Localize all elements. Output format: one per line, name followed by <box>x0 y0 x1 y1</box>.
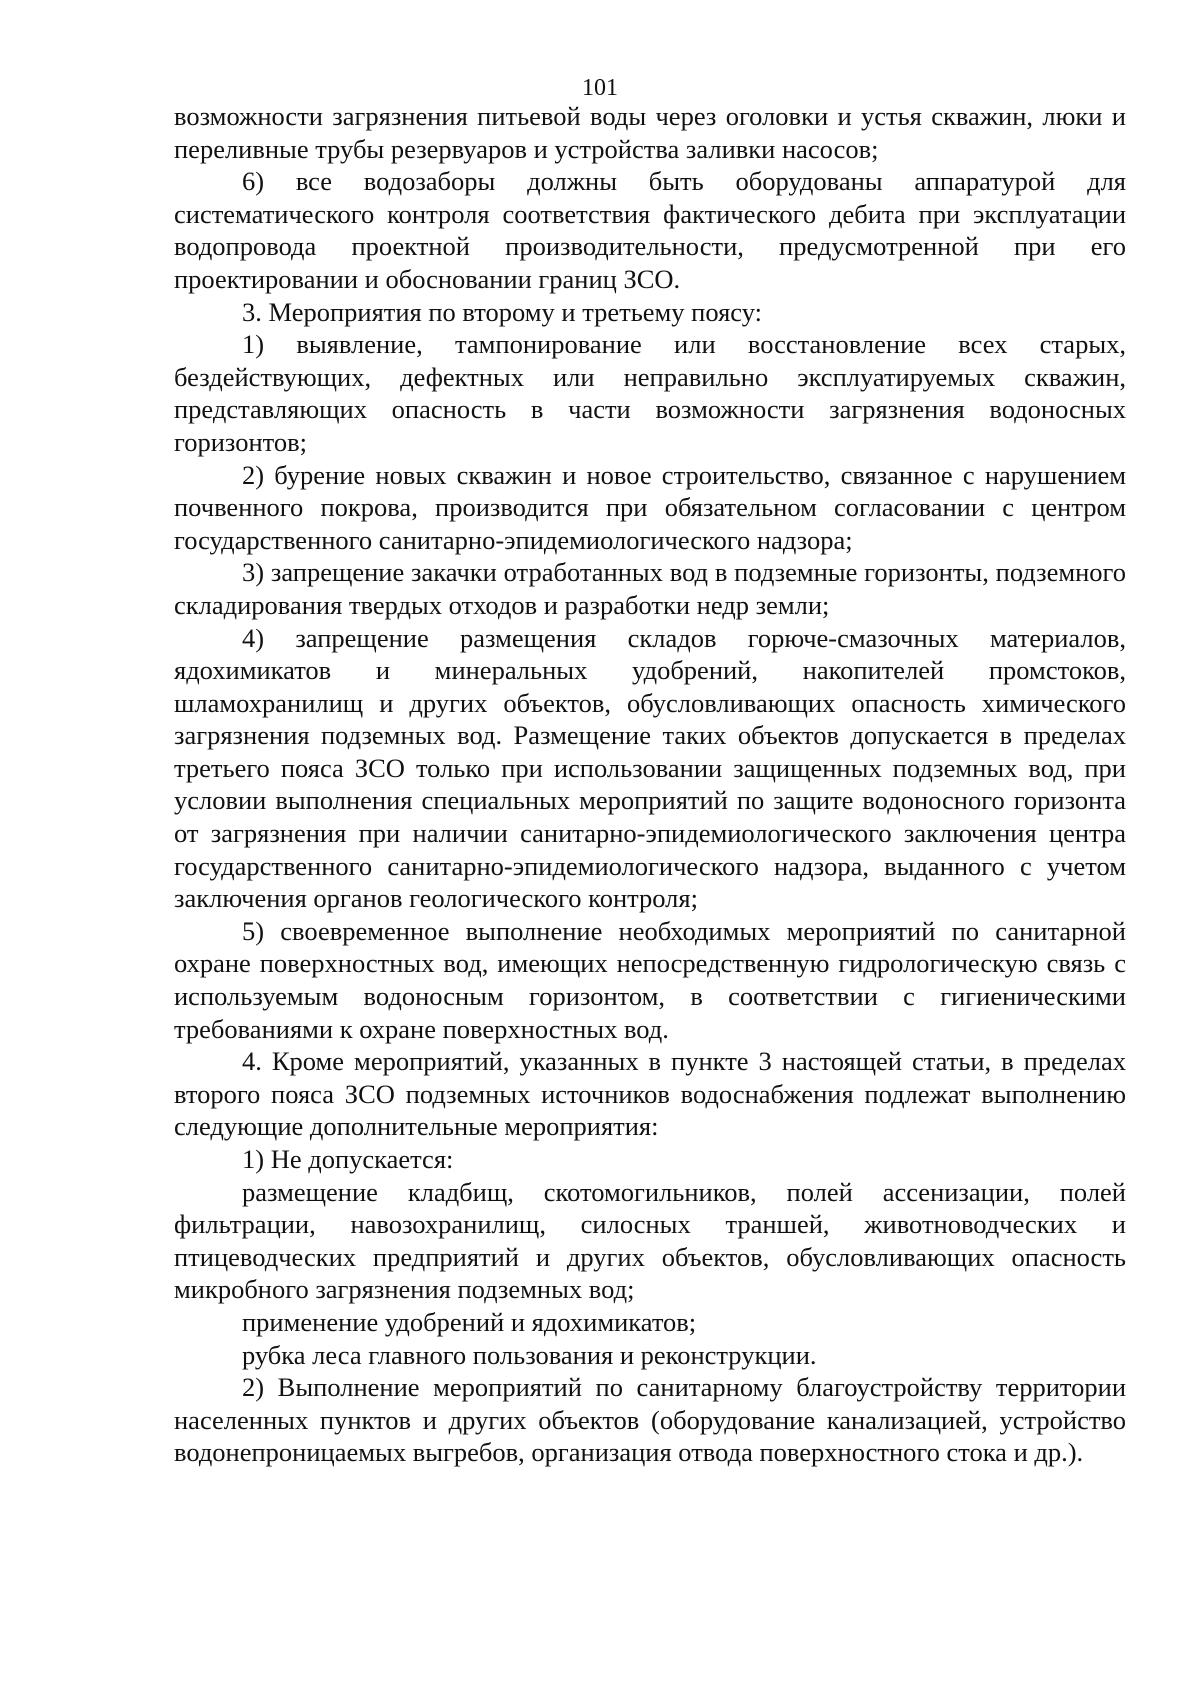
paragraph-section-4-intro: 4. Кроме мероприятий, указанных в пункте 3 настоящей статьи, в пределах второго пояса ЗСО подземных источников водоснабжения подлежат выполнению следующие дополнительные мероприятия: <box>174 1046 1126 1142</box>
paragraph-prohibited-logging: рубка леса главного пользования и реконструкции. <box>242 1339 817 1370</box>
paragraph-subitem-1-heading: 1) Не допускается: <box>242 1144 454 1174</box>
paragraph-item-4: 4) запрещение размещения складов горюче-смазочных материалов, ядохимикатов и минеральных удобрений, накопителей промстоков, шламохранилищ и других объектов, обусловливающих опасность химического загрязнения подземных вод. Размещение таких объектов допускается в пределах третьего пояса ЗСО только при использовании защищенных подземных вод, при условии выполнения специальных мероприятий по защите водоносного горизонта от загрязнения при наличии санитарно-эпидемиологического заключения центра государственного санитарно-эпидемиологического надзора, выданного с учетом заключения органов геологического контроля; <box>174 622 1126 914</box>
paragraph-continuation: возможности загрязнения питьевой воды через оголовки и устья скважин, люки и переливные трубы резервуаров и устройства заливки насосов; <box>174 101 1126 164</box>
document-body <box>174 100 1126 1469</box>
paragraph-prohibited-placement: размещение кладбищ, скотомогильников, полей ассенизации, полей фильтрации, навозохранилищ, силосных траншей, животноводческих и птицеводческих предприятий и других объектов, обусловливающих опасность микробного загрязнения подземных вод; <box>174 1176 1126 1305</box>
paragraph-item-6: 6) все водозаборы должны быть оборудованы аппаратурой для систематического контроля соответствия фактического дебита при эксплуатации водопровода проектной производительности, предусмотренной при его проектировании и обосновании границ ЗСО. <box>174 166 1126 294</box>
paragraph-item-3: 3) запрещение закачки отработанных вод в подземные горизонты, подземного складирования твердых отходов и разработки недр земли; <box>174 557 1126 620</box>
paragraph-prohibited-fertilizers: применение удобрений и ядохимикатов; <box>242 1306 697 1337</box>
paragraph-item-5: 5) своевременное выполнение необходимых мероприятий по санитарной охране поверхностных вод, имеющих непосредственную гидрологическую связь с используемым водоносным горизонтом, в соответствии с гигиеническими требованиями к охране поверхностных вод. <box>174 915 1126 1044</box>
page-number: 101 <box>582 75 618 101</box>
paragraph-item-1: 1) выявление, тампонирование или восстановление всех старых, бездействующих, дефектных или неправильно эксплуатируемых скважин, представляющих опасность в части возможности загрязнения водоносных горизонтов; <box>174 329 1126 457</box>
paragraph-section-3-heading: 3. Мероприятия по второму и третьему поясу: <box>242 296 762 327</box>
paragraph-subitem-2: 2) Выполнение мероприятий по санитарному благоустройству территории населенных пунктов и других объектов (оборудование канализацией, устройство водонепроницаемых выгребов, организация отвода поверхностного стока и др.). <box>174 1372 1126 1468</box>
paragraph-item-2: 2) бурение новых скважин и новое строительство, связанное с нарушением почвенного покрова, производится при обязательном согласовании с центром государственного санитарно-эпидемиологического надзора; <box>174 459 1126 555</box>
